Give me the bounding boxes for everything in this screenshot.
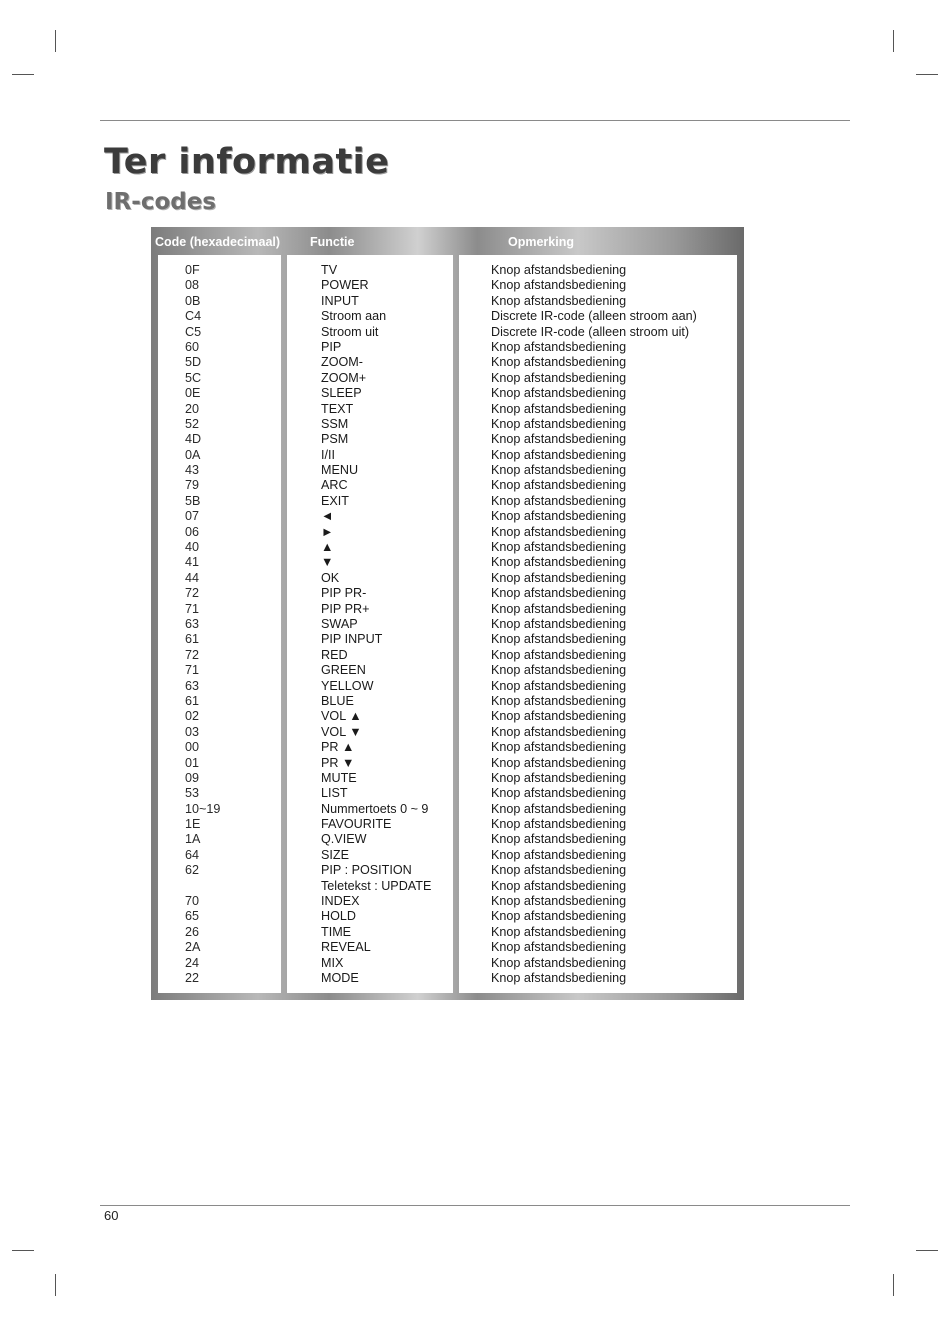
functie-cell: ▲ [321, 540, 334, 555]
code-cell: 22 [185, 970, 200, 985]
opmerking-cell: Knop afstandsbediening [491, 786, 627, 801]
header-code: Code (hexadecimaal) [155, 235, 281, 249]
opmerking-cell: Knop afstandsbediening [491, 524, 627, 539]
opmerking-cell: Knop afstandsbediening [491, 355, 627, 370]
functie-cell: VOL ▼ [321, 724, 362, 739]
code-cell: 01 [185, 755, 200, 770]
functie-cell: HOLD [321, 909, 356, 924]
functie-cell: TV [321, 263, 338, 277]
functie-cell: BLUE [321, 693, 354, 708]
code-cell: 09 [185, 770, 200, 785]
code-cell: 07 [185, 509, 200, 524]
opmerking-cell: Knop afstandsbediening [491, 263, 627, 277]
opmerking-cell: Knop afstandsbediening [491, 493, 627, 508]
functie-cell: ► [321, 524, 334, 539]
functie-cell: MENU [321, 463, 359, 478]
functie-cell: ZOOM+ [321, 370, 367, 385]
functie-cell: PIP PR+ [321, 601, 370, 616]
opmerking-cell: Knop afstandsbediening [491, 601, 627, 616]
opmerking-cell: Knop afstandsbediening [491, 616, 627, 631]
code-cell: 26 [185, 924, 200, 939]
code-cell: 02 [185, 709, 200, 724]
code-cell [158, 879, 281, 894]
code-cell: 24 [185, 955, 200, 970]
opmerking-cell: Knop afstandsbediening [491, 663, 627, 678]
opmerking-cell: Knop afstandsbediening [491, 416, 627, 431]
code-cell: 79 [185, 478, 200, 493]
opmerking-cell: Knop afstandsbediening [491, 740, 627, 755]
code-cell: 53 [185, 786, 200, 801]
functie-cell: I/II [321, 447, 335, 462]
code-cell: 52 [185, 416, 200, 431]
crop-mark [893, 1274, 894, 1296]
code-cell: 06 [185, 524, 200, 539]
opmerking-cell: Knop afstandsbediening [491, 709, 627, 724]
crop-mark [12, 74, 34, 75]
opmerking-cell: Knop afstandsbediening [491, 586, 627, 601]
crop-mark [55, 30, 56, 52]
opmerking-cell: Knop afstandsbediening [491, 386, 627, 401]
opmerking-cell: Knop afstandsbediening [491, 909, 627, 924]
opmerking-cell: Knop afstandsbediening [491, 894, 627, 909]
code-cell: 5D [185, 355, 202, 370]
opmerking-cell: Discrete IR-code (alleen stroom uit) [491, 324, 690, 339]
functie-cell: Stroom aan [321, 309, 387, 324]
code-cell: C4 [185, 309, 202, 324]
code-cell: 61 [185, 632, 200, 647]
code-cell: 72 [185, 586, 200, 601]
bottom-rule [100, 1205, 850, 1206]
opmerking-cell: Knop afstandsbediening [491, 678, 627, 693]
opmerking-cell: Knop afstandsbediening [491, 755, 627, 770]
opmerking-cell: Knop afstandsbediening [491, 555, 627, 570]
code-cell: 1E [185, 817, 201, 832]
code-cell: 65 [185, 909, 200, 924]
opmerking-cell: Knop afstandsbediening [491, 432, 627, 447]
column-opmerking [459, 255, 737, 993]
page-number: 60 [104, 1208, 119, 1223]
code-cell: 70 [185, 894, 200, 909]
functie-cell: INPUT [321, 293, 359, 308]
functie-cell: ◄ [321, 509, 334, 524]
code-cell: 10~19 [185, 801, 221, 816]
functie-cell: RED [321, 647, 348, 662]
opmerking-cell: Knop afstandsbediening [491, 693, 627, 708]
functie-cell: Nummertoets 0 ~ 9 [321, 801, 429, 816]
code-cell: 44 [185, 570, 200, 585]
functie-cell: GREEN [321, 663, 366, 678]
opmerking-cell: Knop afstandsbediening [491, 570, 627, 585]
functie-cell: FAVOURITE [321, 817, 392, 832]
opmerking-cell: Knop afstandsbediening [491, 940, 627, 955]
opmerking-cell: Knop afstandsbediening [491, 955, 627, 970]
crop-mark [893, 30, 894, 52]
crop-mark [12, 1250, 34, 1251]
opmerking-cell: Knop afstandsbediening [491, 647, 627, 662]
functie-cell: ▼ [321, 555, 334, 570]
code-cell: 43 [185, 463, 200, 478]
code-cell: 72 [185, 647, 200, 662]
functie-cell: EXIT [321, 493, 349, 508]
code-cell: 63 [185, 678, 200, 693]
opmerking-cell: Knop afstandsbediening [491, 878, 627, 893]
code-cell: 4D [185, 432, 202, 447]
page-title: Ter informatie [104, 142, 390, 182]
code-cell: 71 [185, 663, 200, 678]
functie-cell: OK [321, 570, 340, 585]
opmerking-cell: Knop afstandsbediening [491, 924, 627, 939]
opmerking-cell: Knop afstandsbediening [491, 540, 627, 555]
code-cell: 0F [185, 263, 200, 277]
opmerking-cell: Knop afstandsbediening [491, 817, 627, 832]
functie-cell: REVEAL [321, 940, 371, 955]
functie-cell: MIX [321, 955, 344, 970]
functie-cell: SIZE [321, 847, 349, 862]
functie-cell: PIP PR- [321, 586, 367, 601]
code-cell: 0B [185, 293, 201, 308]
code-cell: 0A [185, 447, 201, 462]
code-cell: 20 [185, 401, 200, 416]
functie-cell: PIP INPUT [321, 632, 383, 647]
code-cell: 5B [185, 493, 201, 508]
opmerking-cell: Knop afstandsbediening [491, 863, 627, 878]
functie-cell: LIST [321, 786, 348, 801]
opmerking-cell: Knop afstandsbediening [491, 278, 627, 293]
code-cell: C5 [185, 324, 202, 339]
opmerking-cell: Knop afstandsbediening [491, 801, 627, 816]
code-cell: 62 [185, 863, 200, 878]
opmerking-cell: Knop afstandsbediening [491, 293, 627, 308]
functie-cell: ZOOM- [321, 355, 363, 370]
functie-cell: YELLOW [321, 678, 374, 693]
functie-cell: MODE [321, 970, 359, 985]
functie-cell: Q.VIEW [321, 832, 367, 847]
column-code [158, 255, 281, 993]
functie-cell: POWER [321, 278, 369, 293]
crop-mark [916, 74, 938, 75]
functie-cell: SWAP [321, 616, 358, 631]
code-cell: 71 [185, 601, 200, 616]
opmerking-cell: Discrete IR-code (alleen stroom aan) [491, 309, 697, 324]
crop-mark [916, 1250, 938, 1251]
functie-cell: Teletekst : UPDATE [321, 878, 432, 893]
functie-cell: ARC [321, 478, 348, 493]
functie-cell: MUTE [321, 770, 357, 785]
functie-cell: PSM [321, 432, 349, 447]
opmerking-cell: Knop afstandsbediening [491, 463, 627, 478]
functie-cell: PIP : POSITION [321, 863, 412, 878]
top-rule [100, 120, 850, 121]
code-cell: 5C [185, 370, 202, 385]
opmerking-cell: Knop afstandsbediening [491, 447, 627, 462]
opmerking-cell: Knop afstandsbediening [491, 370, 627, 385]
functie-cell: SSM [321, 416, 349, 431]
functie-cell: PR ▲ [321, 740, 355, 755]
opmerking-cell: Knop afstandsbediening [491, 632, 627, 647]
code-cell: 61 [185, 693, 200, 708]
opmerking-cell: Knop afstandsbediening [491, 509, 627, 524]
code-cell: 00 [185, 740, 200, 755]
column-functie [287, 255, 453, 993]
code-cell: 1A [185, 832, 201, 847]
opmerking-cell: Knop afstandsbediening [491, 478, 627, 493]
code-cell: 60 [185, 339, 200, 354]
code-cell: 41 [185, 555, 200, 570]
page-subtitle: IR-codes [105, 189, 217, 215]
header-functie: Functie [310, 235, 355, 249]
code-cell: 63 [185, 616, 200, 631]
opmerking-cell: Knop afstandsbediening [491, 339, 627, 354]
code-cell: 0E [185, 386, 201, 401]
header-opmerking: Opmerking [508, 235, 574, 249]
opmerking-cell: Knop afstandsbediening [491, 401, 627, 416]
functie-cell: TIME [321, 924, 352, 939]
code-cell: 2A [185, 940, 201, 955]
functie-cell: PR ▼ [321, 755, 355, 770]
opmerking-cell: Knop afstandsbediening [491, 770, 627, 785]
opmerking-cell: Knop afstandsbediening [491, 970, 627, 985]
functie-cell: VOL ▲ [321, 709, 362, 724]
code-cell: 08 [185, 278, 200, 293]
functie-cell: TEXT [321, 401, 354, 416]
opmerking-cell: Knop afstandsbediening [491, 832, 627, 847]
functie-cell: PIP [321, 339, 342, 354]
opmerking-cell: Knop afstandsbediening [491, 847, 627, 862]
functie-cell: Stroom uit [321, 324, 379, 339]
code-cell: 03 [185, 724, 200, 739]
code-cell: 40 [185, 540, 200, 555]
opmerking-cell: Knop afstandsbediening [491, 724, 627, 739]
code-cell: 64 [185, 847, 200, 862]
functie-cell: INDEX [321, 894, 360, 909]
crop-mark [55, 1274, 56, 1296]
functie-cell: SLEEP [321, 386, 362, 401]
